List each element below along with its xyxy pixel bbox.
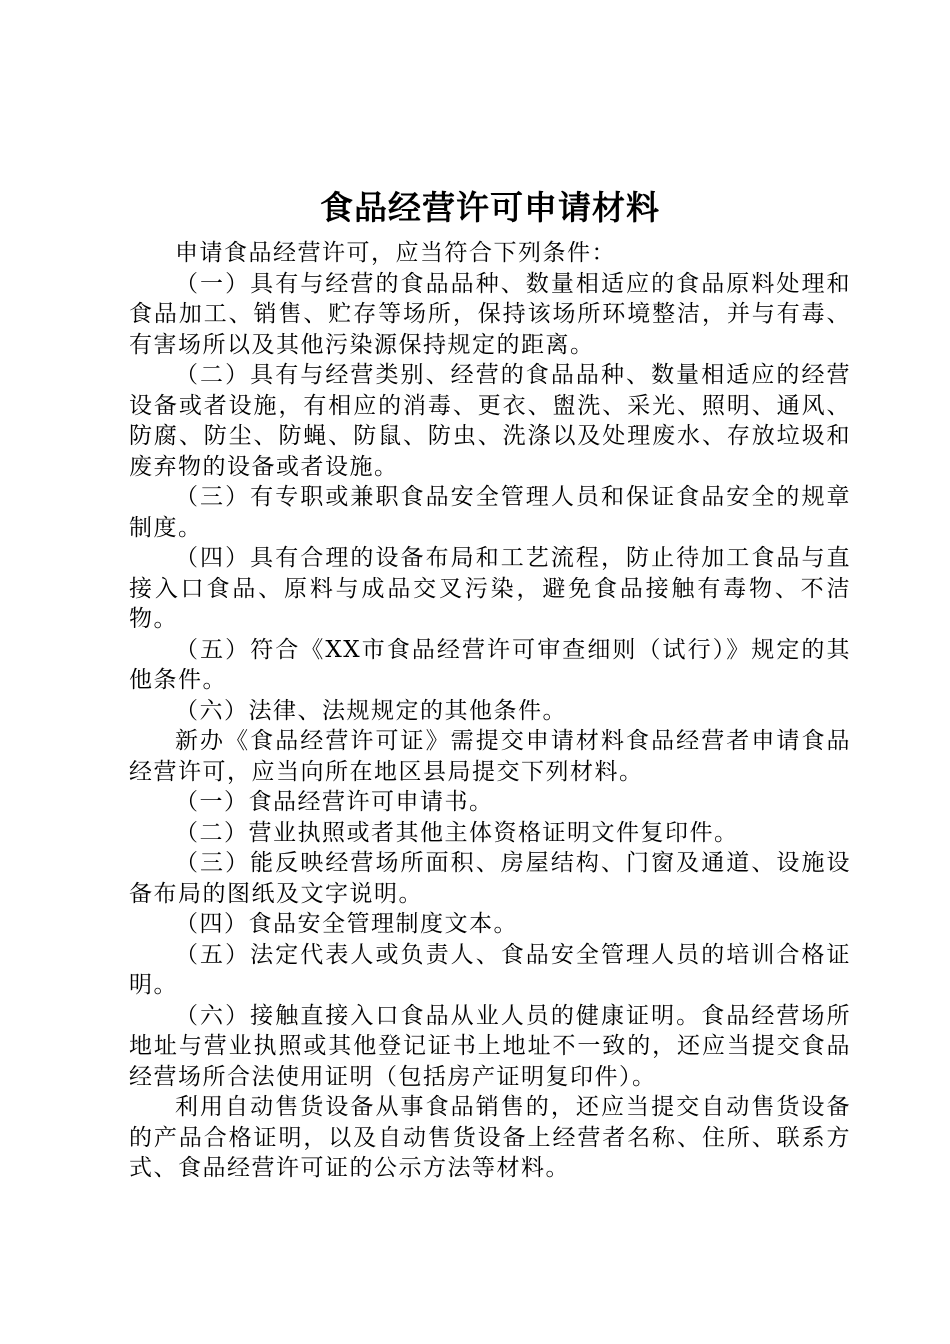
paragraph-material-5: （五）法定代表人或负责人、食品安全管理人员的培训合格证明。 xyxy=(129,941,851,998)
paragraph-condition-1: （一）具有与经营的食品品种、数量相适应的食品原料处理和食品加工、销售、贮存等场所，保持该场所环境整洁，并与有毒、有害场所以及其他污染源保持规定的距离。 xyxy=(129,270,851,358)
document-page xyxy=(129,184,851,1184)
paragraph-material-2: （二）营业执照或者其他主体资格证明文件复印件。 xyxy=(175,819,739,846)
paragraph-condition-5: （五）符合《XX市食品经营许可审查细则（试行）》规定的其他条件。 xyxy=(129,636,851,693)
paragraph-condition-3: （三）有专职或兼职食品安全管理人员和保证食品安全的规章制度。 xyxy=(129,484,851,541)
paragraph-intro-conditions: 申请食品经营许可，应当符合下列条件： xyxy=(175,240,616,266)
paragraph-material-4: （四）食品安全管理制度文本。 xyxy=(175,911,518,937)
paragraph-condition-4: （四）具有合理的设备布局和工艺流程，防止待加工食品与直接入口食品、原料与成品交叉污染，避免食品接触有毒物、不洁物。 xyxy=(129,545,851,632)
paragraph-condition-2: （二）具有与经营类别、经营的食品品种、数量相适应的经营设备或者设施，有相应的消毒、更衣、盥洗、采光、照明、通风、防腐、防尘、防蝇、防鼠、防虫、洗涤以及处理废水、存放垃圾和废弃物的设备或者设施。 xyxy=(129,362,851,480)
paragraph-material-3: （三）能反映经营场所面积、房屋结构、门窗及通道、设施设备布局的图纸及文字说明。 xyxy=(129,850,851,907)
paragraph-material-1: （一）食品经营许可申请书。 xyxy=(175,789,494,815)
document-title: 食品经营许可申请材料 xyxy=(320,188,660,227)
paragraph-material-6: （六）接触直接入口食品从业人员的健康证明。食品经营场所地址与营业执照或其他登记证书上地址不一致的，还应当提交食品经营场所合法使用证明（包括房产证明复印件）。 xyxy=(129,1002,851,1090)
paragraph-condition-6: （六）法律、法规规定的其他条件。 xyxy=(175,697,567,724)
paragraph-intro-materials: 新办《食品经营许可证》需提交申请材料食品经营者申请食品经营许可，应当向所在地区县局提交下列材料。 xyxy=(129,728,851,785)
paragraph-vending-note: 利用自动售货设备从事食品销售的，还应当提交自动售货设备的产品合格证明，以及自动售货设备上经营者名称、住所、联系方式、食品经营许可证的公示方法等材料。 xyxy=(129,1094,851,1181)
